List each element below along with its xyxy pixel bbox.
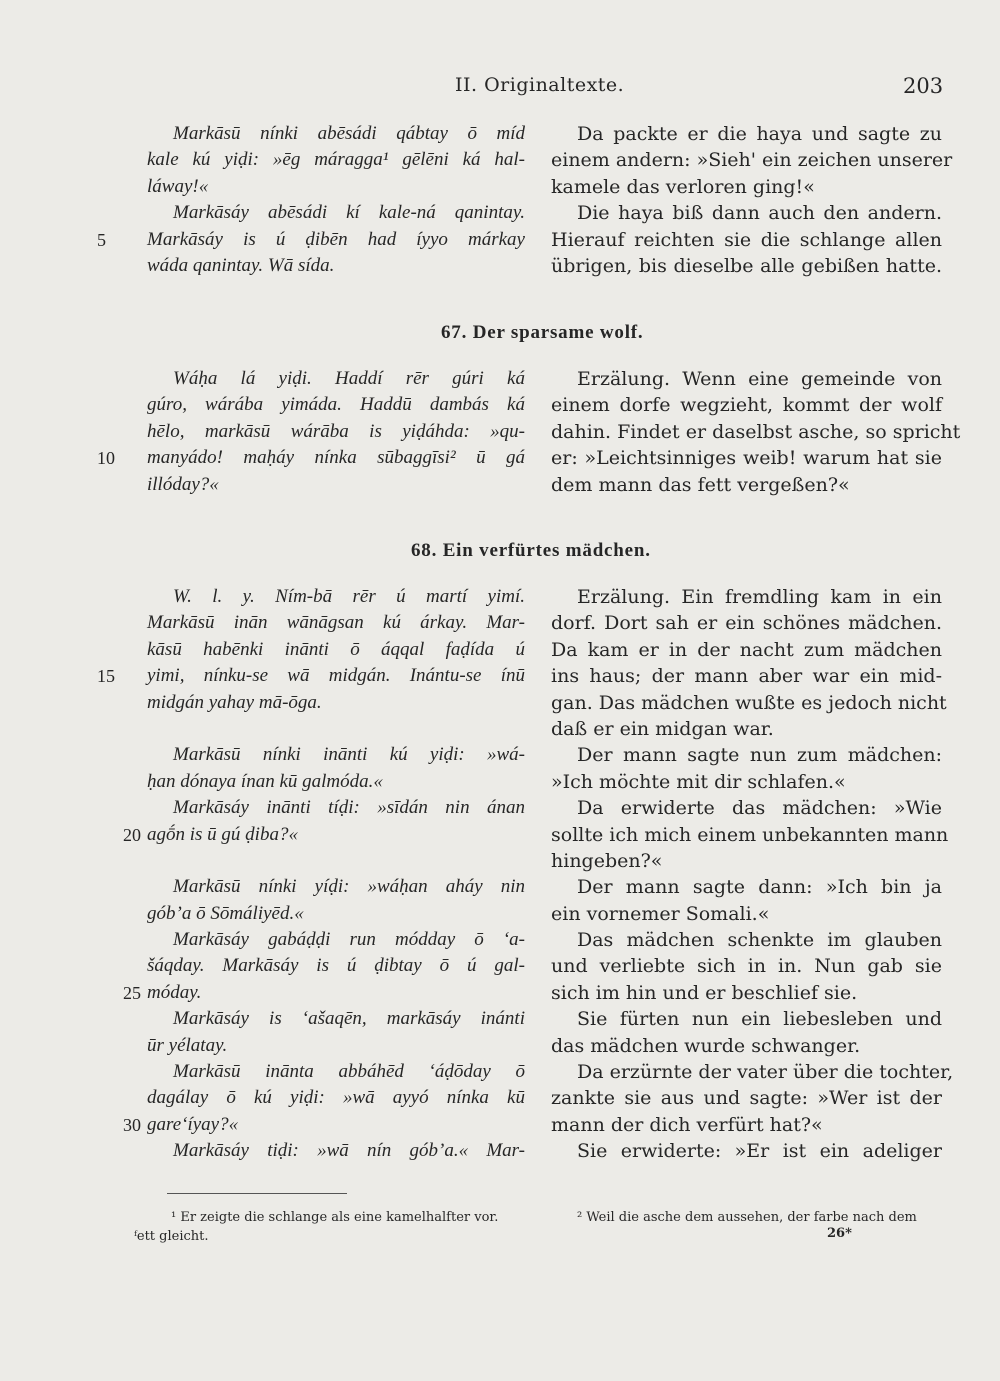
- line-text: Die haya biß dann auch den andern.: [577, 202, 942, 225]
- line-text: hingeben?«: [551, 849, 663, 872]
- line-text: Da kam er in der nacht zum mädchen: [551, 638, 942, 661]
- line-text: góbʼa ō Sōmáliyēd.«: [147, 902, 304, 924]
- line-text: Da erzürnte der vater über die tochter,: [577, 1061, 954, 1084]
- text-line: [147, 848, 525, 874]
- text-line: [551, 874, 942, 900]
- line-text: »Ich möchte mit dir schlafen.«: [551, 770, 846, 793]
- german-column-68: [551, 584, 954, 1165]
- line-text: láway!«: [147, 175, 209, 197]
- text-line: [551, 200, 942, 226]
- line-text: er: »Leichtsinniges weib! warum hat sie: [551, 447, 942, 470]
- line-text: Erzälung. Wenn eine gemeinde von: [577, 368, 942, 390]
- text-line: [147, 472, 525, 498]
- line-text: sich im hin und er beschlief sie.: [551, 981, 858, 1004]
- text-line: [147, 742, 525, 768]
- text-line: [551, 472, 942, 498]
- line-text: yimi, nínku-se wā midgán. Inántu-se ínū: [147, 665, 525, 687]
- text-line: [147, 610, 525, 636]
- text-line: [551, 663, 942, 689]
- line-text: Markāsū nínki inānti kú yiḍi: »wá-: [173, 744, 525, 766]
- line-text: kāsū habēnki inānti ō áqqal faḍída ú: [147, 638, 525, 660]
- line-text: daß er ein midgan war.: [551, 717, 774, 740]
- text-line: [147, 1059, 525, 1085]
- line-number: 30: [123, 1114, 141, 1135]
- line-text: Markāsū inānta abbáhēd ʻáḍōday ō: [173, 1061, 525, 1083]
- text-line: [147, 392, 525, 418]
- line-text: gan. Das mädchen wußte es jedoch nicht: [551, 691, 947, 714]
- line-text: Da erwiderte das mädchen: »Wie: [577, 797, 942, 820]
- text-line: [147, 1085, 525, 1111]
- text-line: [123, 1112, 525, 1138]
- text-line: [147, 1033, 525, 1059]
- line-text: móday.: [147, 981, 202, 1003]
- text-line: [551, 1059, 954, 1085]
- text-line: [551, 253, 942, 279]
- text-line: [147, 927, 525, 953]
- line-text: und verliebte sich in in. Nun gab sie: [551, 955, 942, 978]
- line-text: kale kú yiḍi: »ēg máragga¹ gēlēni ká hal-: [147, 149, 525, 171]
- footnote-2: ² Weil die asche dem aussehen, der farbe nach dem: [577, 1210, 917, 1225]
- line-text: Markāsáy abēsádi kí kale-ná qanintay.: [173, 202, 525, 224]
- text-line: [147, 1006, 525, 1032]
- german-column-66: [551, 121, 953, 279]
- line-text: W. l. y. Ním-bā rēr ú martí yimí.: [173, 586, 525, 607]
- line-text: Markāsáy inānti tíḍi: »sīdán nin ánan: [173, 797, 525, 819]
- line-number: 20: [123, 824, 141, 845]
- text-line: [551, 610, 942, 636]
- line-text: gúro, wárába yimáda. Haddū dambás ká: [147, 394, 525, 416]
- text-line: [551, 1006, 942, 1032]
- text-line: [551, 716, 942, 742]
- line-text: ūr yélatay.: [147, 1034, 228, 1056]
- line-text: kamele das verloren ging!«: [551, 175, 815, 198]
- line-text: Wáḥa lá yiḍi. Haddí rēr gúri ká: [173, 368, 525, 389]
- line-text: midgán yahay mā-ōga.: [147, 691, 322, 713]
- text-line: [551, 769, 942, 795]
- line-text: Markāsáy is ʻašaqēn, markāsáy inánti: [173, 1008, 525, 1030]
- line-text: agṓn is ū gú ḍiba?«: [147, 823, 298, 845]
- text-line: [551, 1138, 942, 1164]
- text-line: [551, 1033, 942, 1059]
- line-text: ins haus; der mann aber war ein mid-: [551, 665, 942, 688]
- text-line: [147, 637, 525, 663]
- text-line: [147, 584, 525, 610]
- text-line: [147, 901, 525, 927]
- text-line: [97, 663, 525, 689]
- line-text: Markāsáy gabáḍḍi run módday ō ʻa-: [173, 929, 525, 951]
- line-text: einem andern: »Sieh' ein zeichen unserer: [551, 149, 953, 172]
- text-line: [551, 174, 942, 200]
- line-text: Hierauf reichten sie die schlange allen: [551, 228, 942, 251]
- line-text: dagálay ō kú yiḍi: »wā ayyó nínka kū: [147, 1087, 525, 1109]
- line-text: ein vornemer Somali.«: [551, 902, 770, 925]
- text-line: [147, 795, 525, 821]
- somali-column-67: [97, 366, 525, 498]
- footnote-1-continuation: ᶠett gleicht.: [134, 1229, 209, 1244]
- line-text: Markāsáy is ú ḍibēn had íyyo márkay: [147, 228, 525, 250]
- line-text: manyádo! maḥáy nínka sūbaggīsi² ū gá: [147, 447, 525, 469]
- line-text: Der mann sagte dann: »Ich bin ja: [577, 876, 942, 899]
- text-line: [551, 953, 942, 979]
- text-line: [147, 716, 525, 742]
- section-heading-68: 68. Ein verfürtes mädchen.: [411, 540, 651, 561]
- line-text: dahin. Findet er daselbst asche, so spricht: [551, 420, 961, 443]
- line-text: Markāsū nínki yíḍi: »wáḥan aháy nin: [173, 876, 525, 898]
- text-line: [147, 121, 525, 147]
- text-line: [551, 1085, 942, 1111]
- text-line: [551, 822, 949, 848]
- text-line: [147, 1138, 525, 1164]
- text-line: [147, 147, 525, 173]
- line-text: Markāsáy tiḍi: »wā nín góbʼa.« Mar-: [173, 1140, 525, 1162]
- line-text: Der mann sagte nun zum mädchen:: [577, 744, 942, 767]
- german-column-67: [551, 366, 961, 498]
- text-line: [147, 769, 525, 795]
- text-line: [551, 637, 942, 663]
- text-line: [147, 874, 525, 900]
- line-text: das mädchen wurde schwanger.: [551, 1034, 861, 1057]
- text-line: [551, 980, 942, 1006]
- text-line: [123, 980, 525, 1006]
- footnote-rule: [167, 1193, 347, 1194]
- line-text: Markāsū nínki abēsádi qábtay ō míd: [173, 123, 525, 144]
- text-line: [551, 742, 942, 768]
- line-text: illóday?«: [147, 473, 219, 495]
- page-number: 203: [903, 74, 944, 98]
- line-number: 5: [97, 229, 106, 250]
- text-line: [147, 366, 525, 392]
- text-line: [97, 227, 525, 253]
- line-text: wáda qanintay. Wā sída.: [147, 254, 335, 276]
- line-text: Markāsū inān wānāgsan kú árkay. Mar-: [147, 612, 525, 634]
- text-line: [551, 121, 942, 147]
- text-line: [551, 690, 947, 716]
- text-line: [147, 690, 525, 716]
- text-line: [551, 366, 942, 392]
- text-line: [551, 927, 942, 953]
- line-text: einem dorfe wegzieht, kommt der wolf: [551, 394, 942, 417]
- somali-column-66: [97, 121, 525, 279]
- text-line: [147, 200, 525, 226]
- line-text: ḥan dónaya ínan kū galmóda.«: [147, 770, 383, 792]
- text-line: [123, 822, 525, 848]
- line-number: 15: [97, 666, 115, 687]
- line-text: dem mann das fett vergeßen?«: [551, 473, 850, 496]
- line-text: Sie fürten nun ein liebesleben und: [577, 1008, 942, 1031]
- line-text: Erzälung. Ein fremdling kam in ein: [577, 586, 942, 608]
- line-text: Das mädchen schenkte im glauben: [577, 929, 942, 952]
- line-text: šáqday. Markāsáy is ú ḍibtay ō ú gal-: [147, 955, 525, 977]
- text-line: [551, 795, 942, 821]
- text-line: [551, 392, 942, 418]
- text-line: [551, 227, 942, 253]
- line-text: sollte ich mich einem unbekannten mann: [551, 823, 949, 846]
- line-number: 10: [97, 448, 115, 469]
- line-text: gareʻíyay?«: [147, 1113, 239, 1135]
- line-number: 25: [123, 982, 141, 1003]
- line-text: Sie erwiderte: »Er ist ein adeliger: [577, 1140, 942, 1163]
- text-line: [551, 147, 953, 173]
- text-line: [147, 253, 525, 279]
- line-text: mann der dich verfürt hat?«: [551, 1113, 823, 1136]
- line-text: übrigen, bis dieselbe alle gebißen hatte.: [551, 254, 942, 277]
- text-line: [551, 1112, 942, 1138]
- text-line: [147, 419, 525, 445]
- text-line: [551, 419, 961, 445]
- signature-mark: 26*: [827, 1226, 852, 1241]
- running-title: II. Originaltexte.: [455, 74, 625, 96]
- text-line: [147, 953, 525, 979]
- text-line: [551, 445, 942, 471]
- text-line: [97, 445, 525, 471]
- text-line: [147, 174, 525, 200]
- section-heading-67: 67. Der sparsame wolf.: [441, 322, 644, 343]
- text-line: [551, 848, 942, 874]
- line-text: Da packte er die haya und sagte zu: [577, 123, 942, 145]
- line-text: dorf. Dort sah er ein schönes mädchen.: [551, 612, 942, 635]
- somali-column-68: [97, 584, 525, 1165]
- text-line: [551, 901, 942, 927]
- text-line: [551, 584, 942, 610]
- footnote-1: ¹ Er zeigte die schlange als eine kamelhalfter vor.: [171, 1210, 499, 1225]
- line-text: hēlo, markāsū wárāba is yiḍáhda: »qu-: [147, 420, 525, 442]
- line-text: zankte sie aus und sagte: »Wer ist der: [551, 1087, 942, 1110]
